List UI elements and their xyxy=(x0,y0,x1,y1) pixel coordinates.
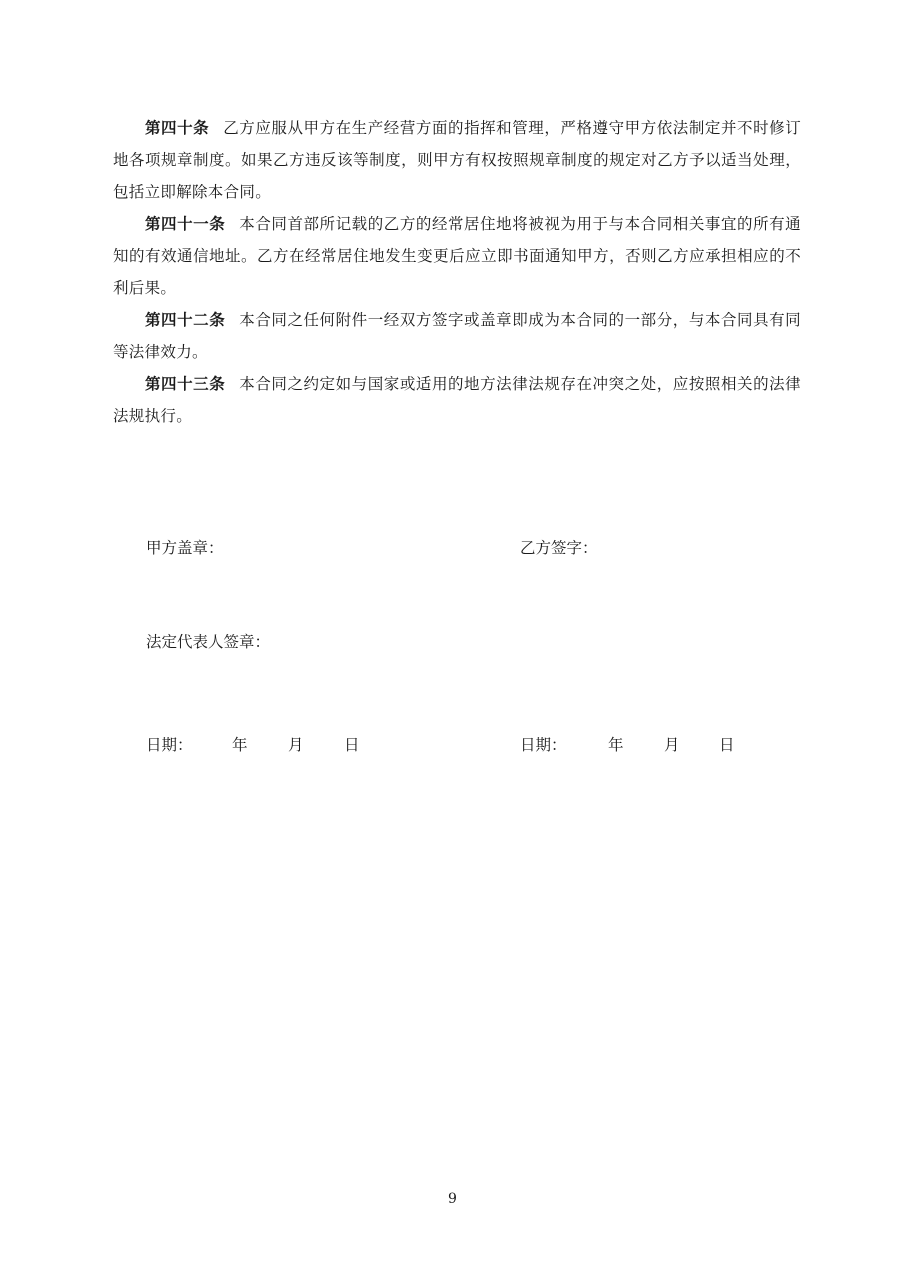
article-text: 本合同首部所记载的乙方的经常居住地将被视为用于与本合同相关事宜的所有通知的有效通信地址。乙方在经常居住地发生变更后应立即书面通知甲方，否则乙方应承担相应的不利后果。 xyxy=(113,215,801,297)
article-text: 本合同之约定如与国家或适用的地方法律法规存在冲突之处，应按照相关的法律法规执行。 xyxy=(113,375,801,425)
party-b-signature-label: 乙方签字： xyxy=(520,539,598,557)
date-day: 日 xyxy=(719,736,735,754)
article-number: 第四十三条 xyxy=(145,374,226,393)
article-42 xyxy=(113,304,801,368)
contract-articles xyxy=(113,112,801,432)
article-number: 第四十一条 xyxy=(145,214,226,233)
page-number: 9 xyxy=(448,1191,457,1207)
article-text: 本合同之任何附件一经双方签字或盖章即成为本合同的一部分，与本合同具有同等法律效力。 xyxy=(113,311,801,361)
party-a-seal-label: 甲方盖章： xyxy=(146,539,224,557)
date-label: 日期： xyxy=(520,736,567,754)
article-40 xyxy=(113,112,801,208)
article-text: 乙方应服从甲方在生产经营方面的指挥和管理，严格遵守甲方依法制定并不时修订地各项规章制度。如果乙方违反该等制度，则甲方有权按照规章制度的规定对乙方予以适当处理，包括立即解除本合同。 xyxy=(113,119,801,201)
date-day: 日 xyxy=(344,736,360,754)
date-month: 月 xyxy=(664,736,680,754)
article-number: 第四十二条 xyxy=(145,310,226,329)
date-month: 月 xyxy=(288,736,304,754)
article-43 xyxy=(113,368,801,432)
date-year: 年 xyxy=(232,736,248,754)
article-number: 第四十条 xyxy=(145,118,210,137)
date-year: 年 xyxy=(608,736,624,754)
legal-representative-seal-label: 法定代表人签章： xyxy=(146,633,271,651)
article-41 xyxy=(113,208,801,304)
date-label: 日期： xyxy=(146,736,193,754)
